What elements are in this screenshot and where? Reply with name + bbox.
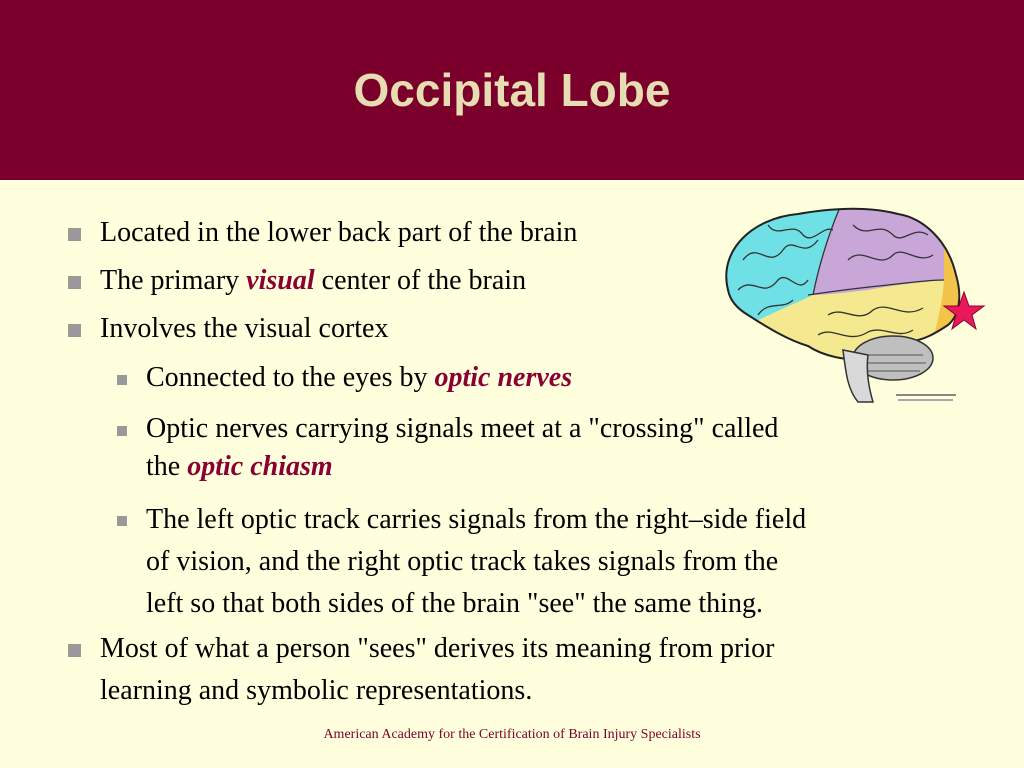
footer-text: American Academy for the Certification of Brain Injury Specialists [323,727,701,742]
slide-title: Occipital Lobe [353,64,671,116]
bullet-text-post: center of the brain [314,265,527,296]
sub-bullet-optic-nerves [146,357,572,399]
bullet-item-meaning [100,628,775,712]
emphasis-optic-nerves: optic nerves [434,362,573,393]
bullet-marker [68,324,81,337]
bullet-line [146,446,778,488]
title-bar [0,0,1024,180]
sub-bullet-marker [117,375,127,385]
bullet-marker [68,228,81,241]
bullet-item-visual-center [100,260,526,302]
bullet-item-location [100,212,577,254]
brain-lobes-illustration [708,200,988,410]
bullet-text: Involves the visual cortex [100,313,389,344]
bullet-text: Located in the lower back part of the brain [100,217,578,248]
sub-bullet-optic-track [146,499,806,625]
bullet-marker [68,276,81,289]
bullet-item-visual-cortex [100,308,388,350]
bullet-line: The left optic track carries signals from the right–side field [146,504,807,535]
bullet-marker [68,644,81,657]
sub-bullet-marker [117,426,127,436]
bullet-line: Optic nerves carrying signals meet at a "crossing" called [146,413,779,444]
bullet-text-pre: The primary [100,265,247,296]
bullet-line: Most of what a person "sees" derives its meaning from prior [100,633,775,664]
sub-bullet-marker [117,516,127,526]
bullet-line: of vision, and the right optic track takes signals from the [146,546,779,577]
emphasis-visual: visual [246,265,315,296]
bullet-text-pre: the [146,451,188,482]
bullet-line: left so that both sides of the brain "see" the same thing. [146,588,763,619]
sub-bullet-optic-chiasm [146,408,778,488]
bullet-text-pre: Connected to the eyes by [146,362,435,393]
bullet-line: learning and symbolic representations. [100,675,533,706]
emphasis-optic-chiasm: optic chiasm [187,451,333,482]
